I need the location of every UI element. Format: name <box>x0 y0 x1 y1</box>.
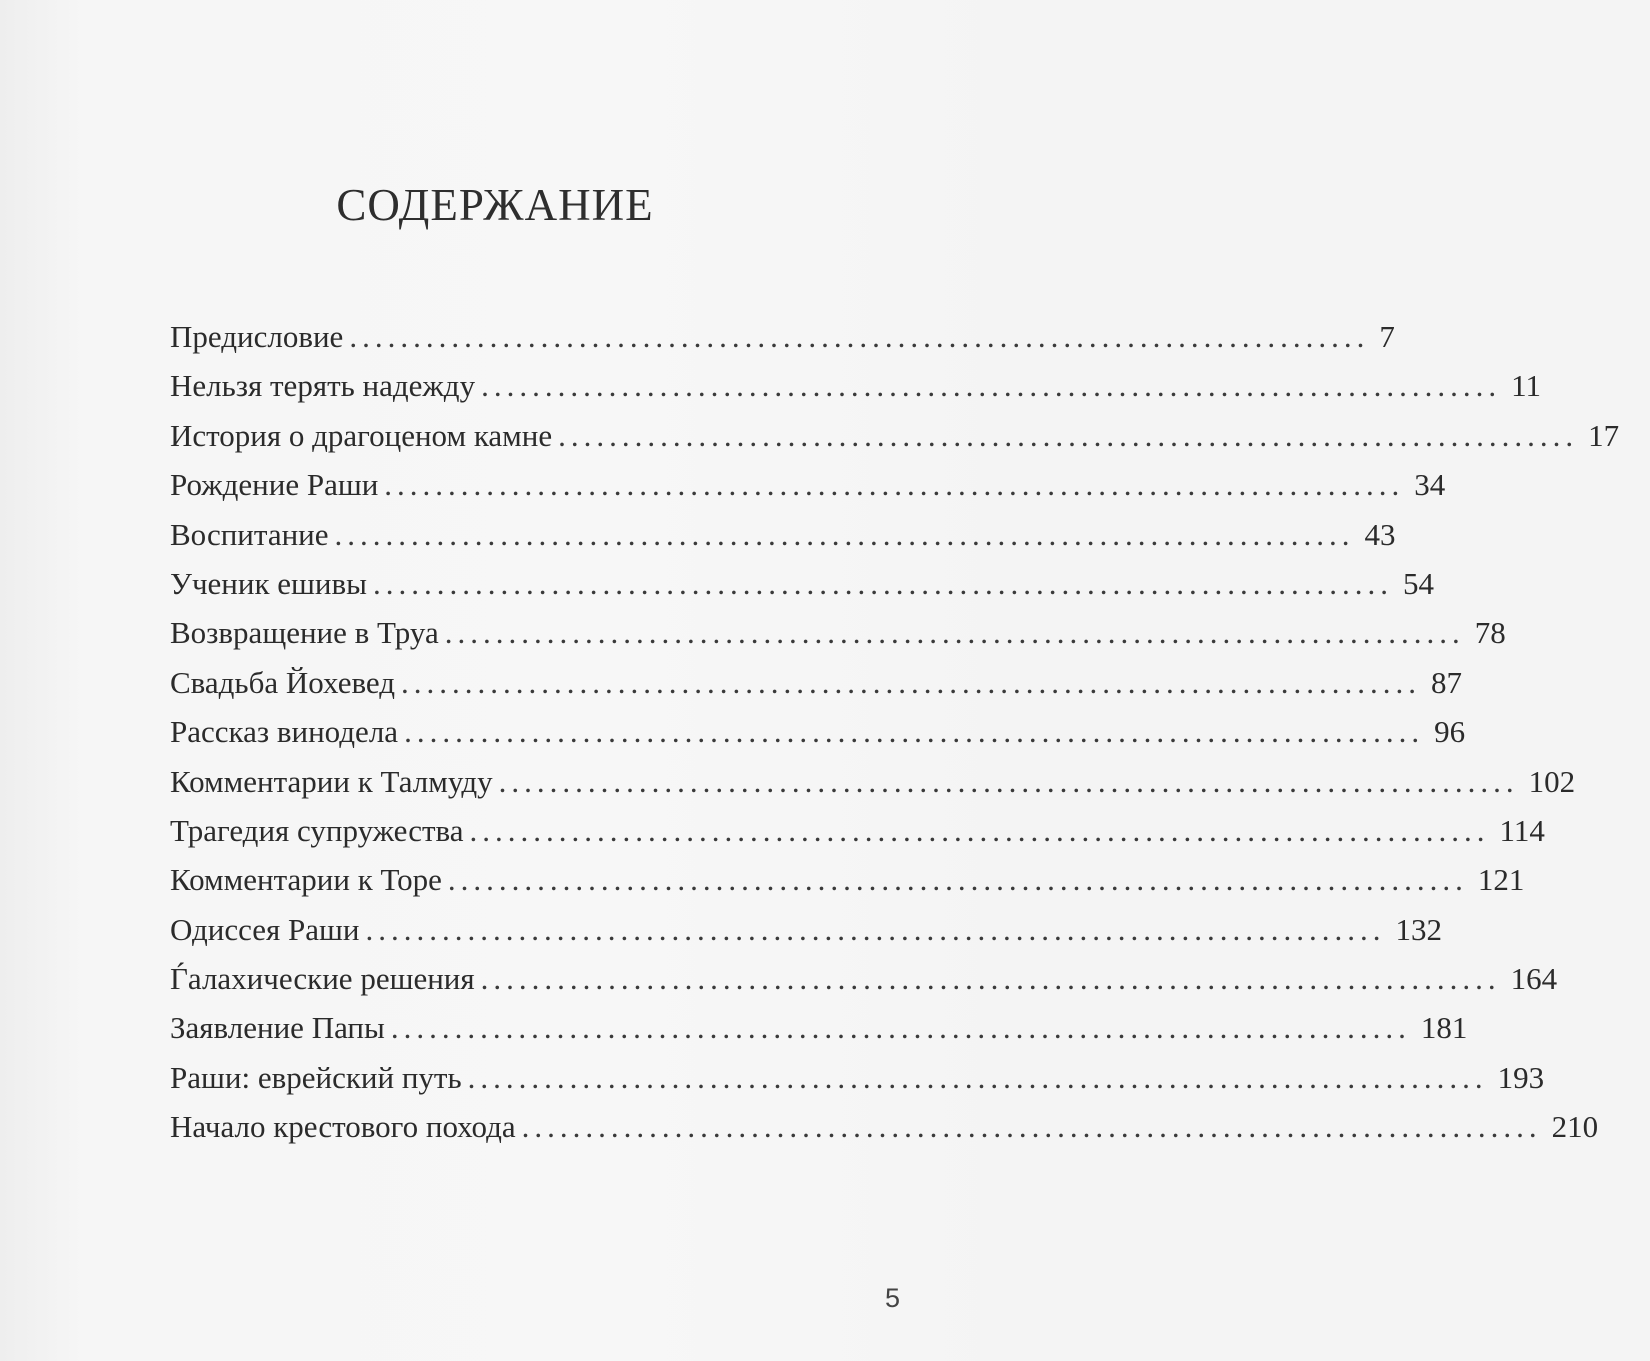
toc-entry <box>170 1059 1545 1108</box>
toc-entry <box>170 664 1463 713</box>
dot-leader: ................................................................................ <box>372 565 1393 601</box>
toc-entry-page: 132 <box>1395 911 1442 947</box>
toc-entry <box>170 1009 1468 1058</box>
dot-leader: ................................................................................ <box>401 664 1422 700</box>
toc-entry <box>170 1108 1599 1157</box>
toc-entry-page: 34 <box>1414 467 1446 503</box>
dot-leader: ................................................................................ <box>349 319 1370 354</box>
toc-entry-title: Ѓалахические решения <box>170 961 475 997</box>
toc-entry-title: Нельзя терять надежду <box>170 368 476 404</box>
dot-leader: ................................................................................ <box>365 911 1386 947</box>
dot-leader: ................................................................................ <box>558 417 1579 453</box>
toc-entry <box>170 960 1558 1009</box>
toc-entry-page: 114 <box>1499 812 1545 848</box>
toc-entry <box>170 812 1545 861</box>
toc-entry-title: Раши: еврейский путь <box>170 1059 462 1095</box>
dot-leader: ................................................................................ <box>469 812 1490 848</box>
toc-entry-title: Рассказ винодела <box>170 714 399 750</box>
toc-entry-title: Рождение Раши <box>170 467 379 503</box>
dot-leader: ................................................................................ <box>334 516 1355 552</box>
page-title: СОДЕРЖАНИЕ <box>336 180 654 230</box>
dot-leader: ................................................................................ <box>498 763 1519 799</box>
toc-entry-page: 193 <box>1497 1059 1545 1095</box>
toc-entry <box>170 565 1434 614</box>
toc-entry-page: 96 <box>1434 714 1466 750</box>
toc-entry <box>170 318 1395 367</box>
toc-entry-title: Ученик ешивы <box>170 565 367 601</box>
dot-leader: ................................................................................ <box>480 961 1501 997</box>
toc-entry-title: История о драгоценом камне <box>170 417 553 453</box>
toc-entry-page: 11 <box>1511 368 1541 404</box>
toc-entry <box>170 713 1466 762</box>
toc-entry <box>170 367 1541 416</box>
toc-entry <box>170 516 1396 565</box>
toc-entry-title: Комментарии к Талмуду <box>170 763 493 799</box>
toc-entry <box>170 614 1506 663</box>
dot-leader: ................................................................................ <box>447 862 1468 898</box>
dot-leader: ................................................................................ <box>481 368 1502 404</box>
toc-entry <box>170 417 1620 466</box>
toc-entry-page: 210 <box>1551 1109 1599 1145</box>
toc-entry-page: 87 <box>1431 664 1463 700</box>
toc-entry-page: 7 <box>1379 319 1395 354</box>
toc-entry-page: 164 <box>1510 961 1558 997</box>
dot-leader: ................................................................................ <box>521 1109 1542 1145</box>
toc-entry-page: 54 <box>1402 565 1434 601</box>
toc-entry-page: 121 <box>1477 862 1525 898</box>
toc-entry-page: 181 <box>1420 1010 1468 1046</box>
dot-leader: ................................................................................ <box>444 615 1465 651</box>
toc-entry-title: Воспитание <box>170 516 329 552</box>
toc-entry-title: Комментарии к Торе <box>170 862 442 898</box>
toc-entry-page: 102 <box>1528 763 1576 799</box>
toc-entry-title: Предисловие <box>170 319 344 354</box>
dot-leader: ................................................................................ <box>384 467 1405 503</box>
toc-entry-title: Свадьба Йохевед <box>170 664 396 700</box>
toc-entry-title: Одиссея Раши <box>170 911 360 947</box>
toc-entry-title: Возвращение в Труа <box>170 615 439 651</box>
toc-entry <box>170 861 1525 910</box>
toc-entry-page: 78 <box>1474 615 1506 651</box>
toc-entry-title: Трагедия супружества <box>170 812 464 848</box>
toc-entry <box>170 763 1576 812</box>
toc-entry <box>170 911 1442 960</box>
dot-leader: ................................................................................ <box>467 1059 1488 1095</box>
toc-entry-page: 17 <box>1588 417 1620 453</box>
dot-leader: ................................................................................ <box>404 714 1425 750</box>
table-of-contents <box>170 318 1620 1158</box>
toc-entry-page: 43 <box>1364 516 1396 552</box>
toc-entry-title: Начало крестового похода <box>170 1109 516 1145</box>
toc-entry <box>170 466 1446 515</box>
toc-entry-title: Заявление Папы <box>170 1010 385 1046</box>
dot-leader: ................................................................................ <box>390 1010 1411 1046</box>
page-number: 5 <box>885 1283 901 1313</box>
